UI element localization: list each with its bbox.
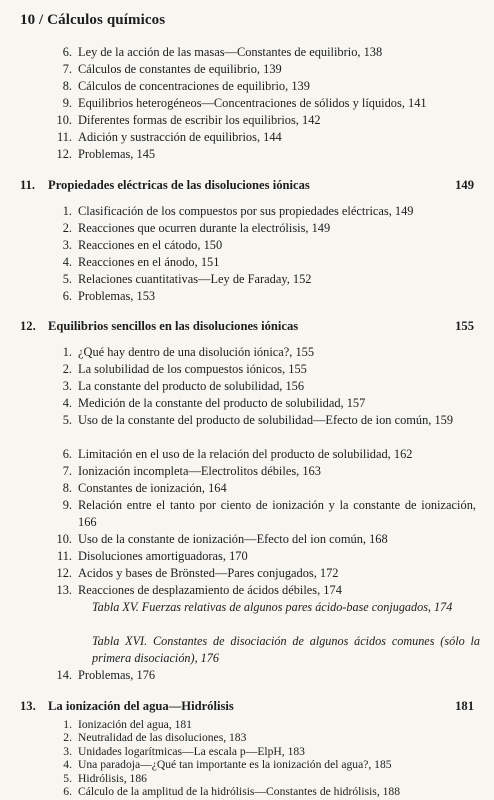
entry-text: Reacciones en el ánodo, 151	[78, 255, 220, 269]
toc-entry	[50, 395, 476, 412]
entry-number: 12.	[56, 147, 72, 161]
toc-entry	[50, 582, 476, 599]
chapter-title: Equilibrios sencillos en las disoluciones iónicas	[48, 319, 299, 333]
entry-number: 2.	[63, 731, 72, 745]
table-listing: Tabla XVI. Constantes de disociación de algunos ácidos comunes (sólo la primera disociación), 176	[92, 634, 480, 665]
entry-number: 1.	[62, 345, 72, 359]
toc-entry	[50, 531, 476, 548]
toc-entry	[50, 785, 476, 798]
entry-number: 2.	[62, 362, 72, 376]
toc-entry	[50, 731, 476, 744]
entry-text: Cálculos de constantes de equilibrio, 139	[78, 62, 282, 76]
entry-text: Una paradoja—¿Qué tan importante es la ionización del agua?, 185	[78, 758, 392, 772]
entry-text: Problemas, 176	[78, 668, 156, 682]
entry-text: Problemas, 145	[78, 147, 156, 161]
toc-entry	[50, 254, 476, 271]
toc-entry	[50, 95, 476, 112]
chapter-heading	[20, 178, 474, 193]
entry-text: Relaciones cuantitativas—Ley de Faraday, 152	[78, 272, 312, 286]
toc-entry	[50, 237, 476, 254]
entry-number: 1.	[62, 204, 72, 218]
entry-text: La constante del producto de solubilidad, 156	[78, 379, 305, 393]
toc-entry	[50, 565, 476, 582]
chapter-title: La ionización del agua—Hidrólisis	[48, 699, 234, 713]
entry-text: Unidades logarítmicas—La escala p—ElpH, 183	[78, 744, 305, 758]
toc-entry	[50, 463, 476, 480]
entry-number: 14.	[56, 668, 72, 682]
entry-number: 13.	[56, 583, 72, 597]
toc-entry	[50, 480, 476, 497]
entry-text: Relación entre el tanto por ciento de ionización y la constante de ionización, 166	[78, 498, 476, 529]
entry-number: 11.	[56, 130, 72, 144]
entry-text: Constantes de ionización, 164	[78, 481, 227, 495]
entry-number: 11.	[56, 549, 72, 563]
toc-entry	[50, 758, 476, 771]
chapter-page: 181	[455, 699, 474, 713]
entry-number: 7.	[62, 464, 72, 478]
toc-entry	[50, 271, 476, 288]
entry-text: Adición y sustracción de equilibrios, 144	[78, 130, 282, 144]
toc-entry	[50, 548, 476, 565]
entry-text: Diferentes formas de escribir los equilibrios, 142	[78, 113, 321, 127]
entry-text: Neutralidad de las disoluciones, 183	[78, 731, 247, 745]
toc-entry	[50, 361, 476, 378]
entry-number: 9.	[62, 96, 72, 110]
entry-text: Reacciones de desplazamiento de ácidos débiles, 174	[78, 583, 342, 597]
entry-number: 9.	[62, 498, 72, 512]
toc-entry	[50, 378, 476, 395]
toc-entry	[50, 667, 476, 684]
entry-text: Clasificación de los compuestos por sus propiedades eléctricas, 149	[78, 204, 414, 218]
chapter-page: 155	[455, 319, 474, 333]
entry-text: Reacciones que ocurren durante la electrólisis, 149	[78, 221, 331, 235]
entry-number: 6.	[63, 785, 72, 798]
entry-text: Ionización incompleta—Electrolitos débiles, 163	[78, 464, 321, 478]
entry-number: 6.	[62, 447, 72, 461]
entry-number: 5.	[62, 272, 72, 286]
toc-entry	[50, 220, 476, 237]
entry-number: 3.	[63, 744, 72, 758]
entry-number: 10.	[56, 532, 72, 546]
entry-text: La solubilidad de los compuestos iónicos, 155	[78, 362, 307, 376]
table-listing: Tabla XV. Fuerzas relativas de algunos pares ácido-base conjugados, 174	[92, 600, 453, 614]
entry-number: 12.	[56, 566, 72, 580]
toc-entry	[50, 203, 476, 220]
chapter-title: Propiedades eléctricas de las disoluciones iónicas	[48, 178, 310, 192]
toc-entry	[50, 78, 476, 95]
entry-text: Reacciones en el cátodo, 150	[78, 238, 223, 252]
entry-text: Disoluciones amortiguadoras, 170	[78, 549, 248, 563]
entry-text: Problemas, 153	[78, 289, 156, 303]
entry-number: 5.	[63, 771, 72, 785]
entry-number: 3.	[62, 238, 72, 252]
toc-entry	[50, 44, 476, 61]
entry-number: 8.	[62, 79, 72, 93]
entry-text: Ionización del agua, 181	[78, 718, 192, 731]
toc-entry	[50, 288, 476, 305]
entry-number: 3.	[62, 379, 72, 393]
toc-entry	[50, 146, 476, 163]
entry-number: 5.	[62, 413, 72, 427]
entry-text: Cálculo de la amplitud de la hidrólisis—Constantes de hidrólisis, 188	[78, 785, 401, 798]
chapter-number: 13.	[20, 699, 36, 713]
entry-text: ¿Qué hay dentro de una disolución iónica?, 155	[78, 345, 315, 359]
chapter-number: 11.	[20, 178, 36, 192]
entry-text: Equilibrios heterogéneos—Concentraciones de sólidos y líquidos, 141	[78, 96, 427, 110]
entry-text: Uso de la constante de ionización—Efecto del ion común, 168	[78, 532, 388, 546]
toc-entry	[50, 344, 476, 361]
entry-number: 8.	[62, 481, 72, 495]
running-head: 10 / Cálculos químicos	[20, 12, 166, 28]
entry-number: 2.	[62, 221, 72, 235]
toc-entry	[50, 112, 476, 129]
toc-entry	[50, 61, 476, 78]
toc-entry	[50, 745, 476, 758]
entry-number: 6.	[62, 45, 72, 59]
toc-entry	[50, 412, 476, 429]
entry-text: Limitación en el uso de la relación del producto de solubilidad, 162	[78, 447, 413, 461]
toc-entry	[50, 772, 476, 785]
entry-text: Uso de la constante del producto de solubilidad—Efecto de ion común, 159	[78, 413, 454, 427]
toc-entry	[50, 497, 476, 531]
chapter-heading	[20, 699, 474, 714]
chapter-number: 12.	[20, 319, 36, 333]
entry-number: 4.	[62, 396, 72, 410]
entry-number: 6.	[62, 289, 72, 303]
entry-number: 4.	[62, 255, 72, 269]
entry-text: Ley de la acción de las masas—Constantes de equilibrio, 138	[78, 45, 383, 59]
chapter-heading	[20, 319, 474, 334]
toc-entry	[50, 718, 476, 731]
entry-text: Acidos y bases de Brönsted—Pares conjugados, 172	[78, 566, 339, 580]
entry-number: 10.	[56, 113, 72, 127]
toc-entry	[50, 129, 476, 146]
entry-number: 7.	[62, 62, 72, 76]
entry-number: 1.	[63, 718, 72, 731]
entry-text: Hidrólisis, 186	[78, 771, 147, 785]
entry-text: Cálculos de concentraciones de equilibrio, 139	[78, 79, 310, 93]
entry-number: 4.	[63, 758, 72, 772]
entry-text: Medición de la constante del producto de solubilidad, 157	[78, 396, 366, 410]
chapter-page: 149	[455, 178, 474, 192]
toc-entry	[50, 446, 476, 463]
